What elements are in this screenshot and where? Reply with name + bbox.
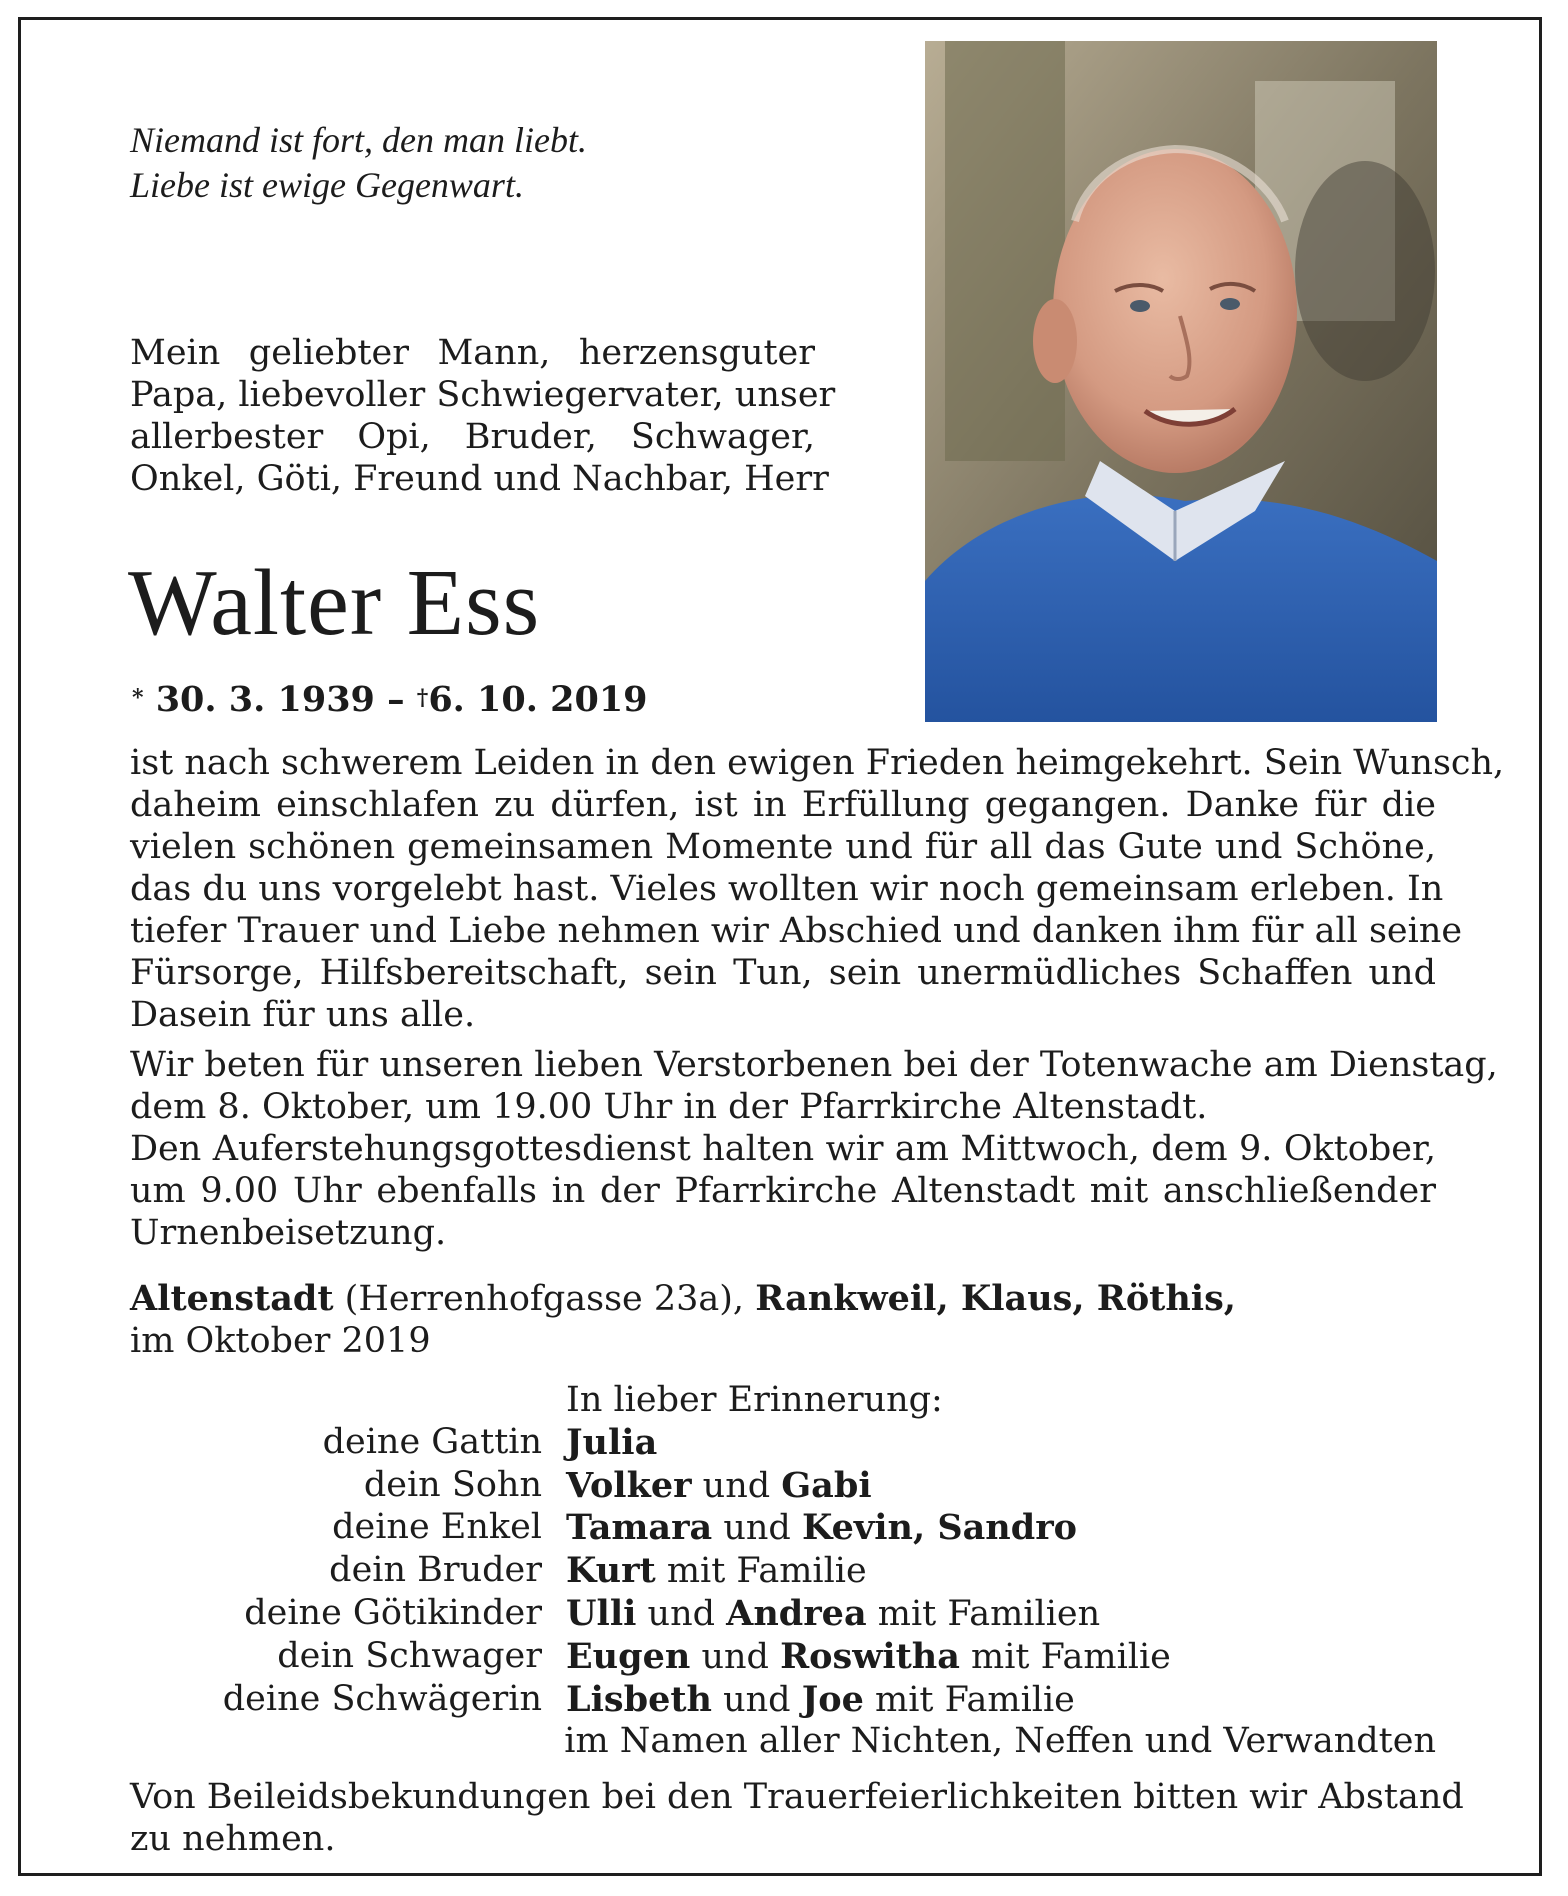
paragraph-line: tiefer Trauer und Liebe nehmen wir Abschied und danken ihm für all seine [130,911,1463,951]
place-address: (Herrenhofgasse 23a), [344,1279,745,1319]
place-line [130,1278,1236,1320]
mourner-connector: mit Familien [866,1593,1101,1634]
mourner-row [130,1550,1436,1593]
closing-line: zu nehmen. [130,1819,336,1859]
memory-heading: In lieber Erinnerung: [566,1380,943,1420]
paragraph-line: um 9.00 Uhr ebenfalls in der Pfarrkirche Altenstadt mit anschließender [130,1171,1436,1211]
birth-date: 30. 3. 1939 [155,679,375,720]
mourner-names [566,1465,872,1508]
mourner-relation: dein Schwager [277,1635,542,1676]
mourner-names [566,1636,1171,1679]
place-others: Rankweil, Klaus, Röthis, [755,1278,1236,1319]
memory-footer-row [130,1721,1436,1763]
motto [130,118,587,208]
mourner-names [566,1679,1075,1722]
closing-line: Von Beileidsbekundungen bei den Trauerfeierlichkeiten bitten wir Abstand [130,1777,1464,1817]
mourner-name: Roswitha [780,1635,960,1677]
mourner-name: Eugen [566,1635,691,1677]
intro-line: Onkel, Göti, Freund und Nachbar, Herr [130,459,829,499]
place-and-date [130,1278,1236,1362]
mourner-name: Kurt [566,1550,656,1592]
mourner-names [566,1550,867,1593]
birth-symbol: * [132,685,144,711]
mourner-name: Tamara [566,1507,713,1549]
mourner-relation: deine Gattin [322,1421,542,1462]
death-symbol: † [416,685,429,711]
mourner-name: Julia [566,1421,658,1463]
mourner-name: Volker [566,1464,692,1506]
mourner-relation: deine Enkel [332,1507,542,1548]
mourner-name: Andrea [726,1592,867,1634]
service-paragraph [130,1044,1498,1254]
mourner-connector: mit Familie [655,1551,867,1592]
motto-line: Niemand ist fort, den man liebt. [130,120,587,160]
intro-line: Papa, liebevoller Schwiegervater, unser [130,375,836,415]
intro-line: allerbester Opi, Bruder, Schwager, [130,417,815,457]
mourner-name: Joe [801,1678,864,1720]
mourner-name: Kevin, Sandro [801,1507,1077,1549]
mourner-names [566,1593,1100,1636]
mourner-name: Gabi [781,1464,872,1506]
mourner-connector: und [691,1465,782,1506]
mourner-row [130,1507,1436,1550]
memory-heading-row [130,1380,1436,1422]
mourner-relation: deine Schwägerin [222,1678,542,1719]
mourner-name: Lisbeth [566,1678,712,1720]
life-dates [132,677,648,723]
paragraph-line: vielen schönen gemeinsamen Momente und für all das Gute und Schöne, [130,827,1436,867]
mourner-connector: und [712,1508,802,1549]
memory-footer: im Namen aller Nichten, Neffen und Verwandten [564,1721,1436,1762]
portrait-illustration [925,41,1437,722]
motto-line: Liebe ist ewige Gegenwart. [130,165,524,205]
paragraph-line: Urnenbeisetzung. [130,1213,447,1253]
paragraph-line: das du uns vorgelebt hast. Vieles wollten wir noch gemeinsam erleben. In [130,869,1444,909]
mourner-connector: und [636,1593,727,1634]
announcement-paragraph [130,742,1505,1036]
deceased-name: Walter Ess [128,551,541,655]
paragraph-line: Fürsorge, Hilfsbereitschaft, sein Tun, sein unermüdliches Schaffen und [130,953,1436,993]
paragraph-line: Dasein für uns alle. [130,995,476,1035]
mourner-row [130,1422,1436,1465]
paragraph-line: daheim einschlafen zu dürfen, ist in Erfüllung gegangen. Danke für die [130,785,1436,825]
mourner-row [130,1593,1436,1636]
intro-text [130,332,836,500]
mourner-relation: deine Götikinder [244,1592,542,1633]
mourner-connector: und [690,1636,781,1677]
mourner-relation: dein Sohn [363,1464,542,1505]
mourner-connector: und [711,1679,802,1720]
death-date: 6. 10. 2019 [428,679,648,720]
mourner-row [130,1679,1436,1722]
paragraph-line: dem 8. Oktober, um 19.00 Uhr in der Pfarrkirche Altenstadt. [130,1087,1208,1127]
intro-line: Mein geliebter Mann, herzensguter [130,333,815,373]
date-separator: – [387,679,405,720]
mourners-list [130,1380,1436,1763]
mourner-connector: mit Familie [959,1636,1171,1677]
mourner-row [130,1636,1436,1679]
paragraph-line: ist nach schwerem Leiden in den ewigen Frieden heimgekehrt. Sein Wunsch, [130,743,1505,783]
mourner-names [566,1422,657,1465]
mourner-relation: dein Bruder [329,1550,542,1591]
place-date: im Oktober 2019 [130,1321,431,1361]
paragraph-line: Wir beten für unseren lieben Verstorbenen bei der Totenwache am Dienstag, [130,1045,1498,1085]
closing-note [130,1776,1464,1860]
paragraph-line: Den Auferstehungsgottesdienst halten wir am Mittwoch, dem 9. Oktober, [130,1129,1436,1169]
memory-rows [130,1422,1436,1722]
mourner-row [130,1465,1436,1508]
place-town: Altenstadt [130,1278,334,1319]
portrait-photo [925,41,1437,722]
mourner-connector: mit Familie [863,1679,1075,1720]
mourner-name: Ulli [566,1592,637,1634]
mourner-names [566,1507,1077,1550]
